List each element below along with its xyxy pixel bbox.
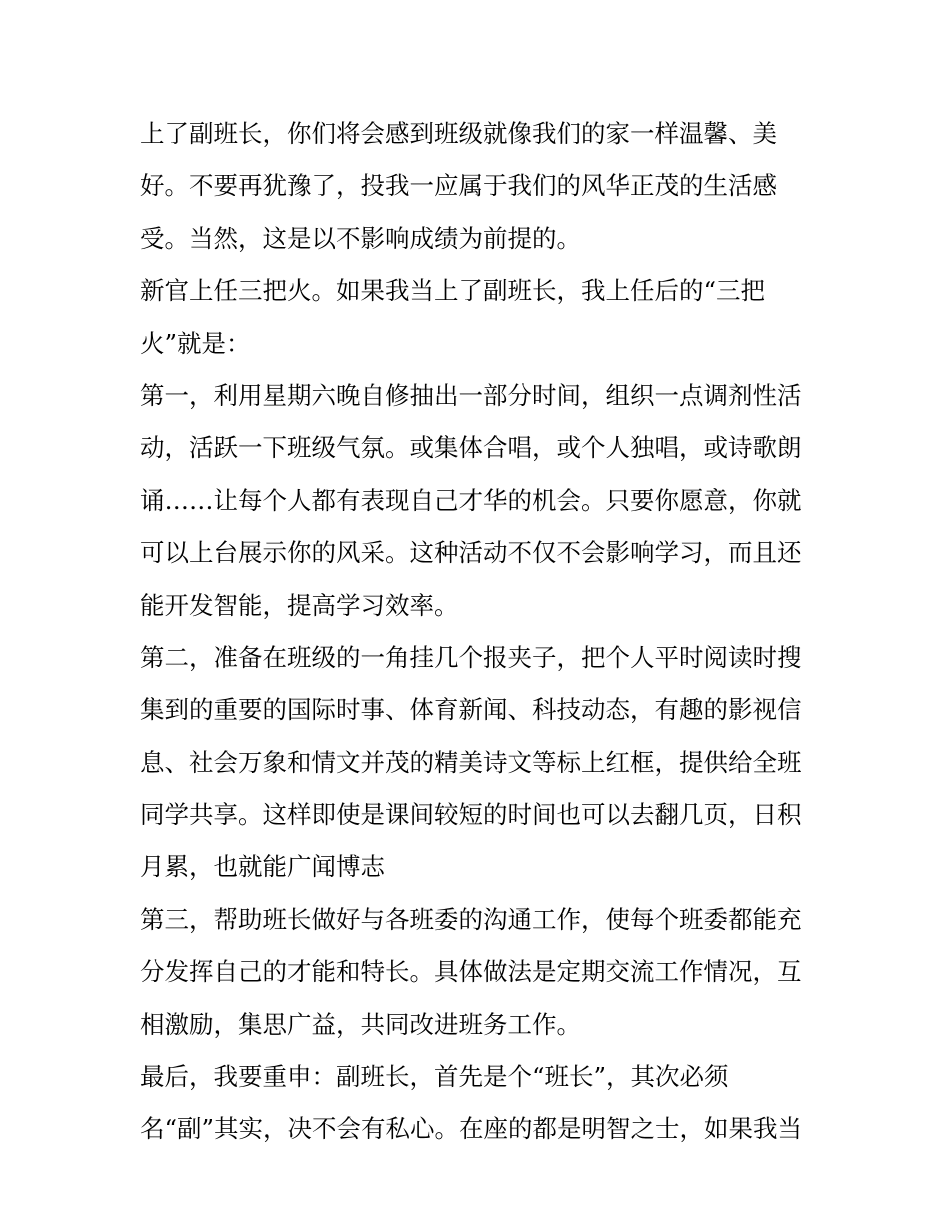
text-line: 第一，利用星期六晚自修抽出一部分时间，组织一点调剂性活 xyxy=(140,380,802,410)
text-line: 上了副班长，你们将会感到班级就像我们的家一样温馨、美 xyxy=(140,119,777,148)
text-line: 可以上台展示你的风采。这种活动不仅不会影响学习，而且还 xyxy=(140,538,802,568)
text-line: 第三，帮助班长做好与各班委的沟通工作，使每个班委都能充 xyxy=(140,904,802,934)
text-line: 同学共享。这样即使是课间较短的时间也可以去翻几页，日积 xyxy=(140,800,802,830)
text-line: 新官上任三把火。如果我当上了副班长，我上任后的“三把 xyxy=(140,276,766,306)
text-line: 月累，也就能广闻博志 xyxy=(140,852,385,882)
text-line: 第二，准备在班级的一角挂几个报夹子，把个人平时阅读时搜 xyxy=(140,642,802,672)
text-line: 名“副”其实，决不会有私心。在座的都是明智之士，如果我当 xyxy=(140,1114,803,1144)
text-line: 集到的重要的国际时事、体育新闻、科技动态，有趣的影视信 xyxy=(140,695,802,725)
text-line: 受。当然，这是以不影响成绩为前提的。 xyxy=(140,223,581,253)
text-line: 分发挥自己的才能和特长。具体做法是定期交流工作情况，互 xyxy=(140,957,802,987)
text-line: 息、社会万象和情文并茂的精美诗文等标上红框，提供给全班 xyxy=(140,747,802,777)
text-line: 火”就是： xyxy=(140,328,251,358)
text-line: 诵……让每个人都有表现自己才华的机会。只要你愿意，你就 xyxy=(140,485,802,515)
text-line: 动，活跃一下班级气氛。或集体合唱，或个人独唱，或诗歌朗 xyxy=(140,433,802,463)
text-line: 相激励，集思广益，共同改进班务工作。 xyxy=(140,1009,581,1039)
body-text xyxy=(140,108,820,1156)
text-line: 最后，我要重申：副班长，首先是个“班长”，其次必须 xyxy=(140,1062,729,1092)
text-line: 好。不要再犹豫了，投我一应属于我们的风华正茂的生活感 xyxy=(140,171,777,201)
text-line: 能开发智能，提高学习效率。 xyxy=(140,590,459,620)
